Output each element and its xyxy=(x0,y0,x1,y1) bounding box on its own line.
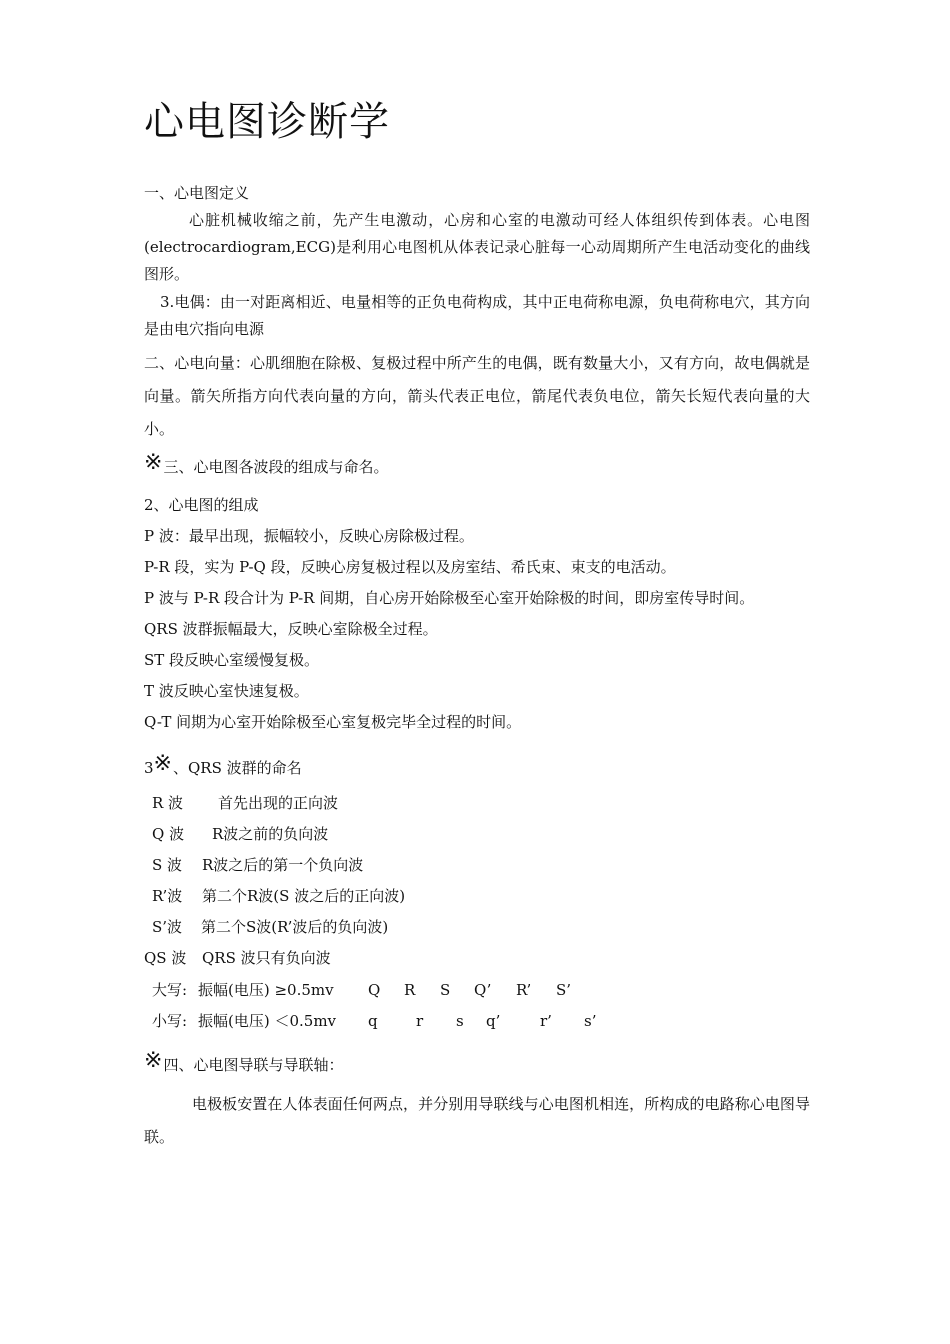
wave-name: S 波 xyxy=(152,856,183,874)
wave-desc: R波之后的第一个负向波 xyxy=(202,856,364,874)
section-4-heading-row xyxy=(144,1050,343,1076)
uppercase-row xyxy=(152,979,632,1001)
wave-row xyxy=(144,947,331,969)
wave-name: Q 波 xyxy=(152,825,185,843)
wave-name: S’波 xyxy=(152,918,183,936)
case-letter: Q’ xyxy=(474,981,492,999)
wave-name: R 波 xyxy=(152,794,184,812)
section-3-sub-3-row xyxy=(144,753,302,779)
wave-desc: 首先出现的正向波 xyxy=(218,794,339,812)
composition-line: T 波反映心室快速复极。 xyxy=(144,682,309,700)
composition-line: ST 段反映心室缓慢复极。 xyxy=(144,651,320,669)
composition-line: P 波：最早出现，振幅较小，反映心房除极过程。 xyxy=(144,527,474,545)
page-title: 心电图诊断学 xyxy=(144,99,390,145)
case-label: 大写: xyxy=(152,981,188,999)
composition-line: QRS 波群振幅最大，反映心室除极全过程。 xyxy=(144,620,438,638)
composition-line: P-R 段，实为 P-Q 段，反映心房复极过程以及房室结、希氏束、束支的电活动。 xyxy=(144,558,676,576)
wave-name: QS 波 xyxy=(144,949,187,967)
case-condition: 振幅(电压) ≥0.5mv xyxy=(198,981,334,999)
case-letter: Q xyxy=(368,981,381,999)
case-letter: s’ xyxy=(584,1012,597,1030)
composition-line: P 波与 P-R 段合计为 P-R 间期，自心房开始除极至心室开始除极的时间，即房室传导时间。 xyxy=(144,589,755,607)
reference-mark-icon: ※ xyxy=(144,1048,163,1073)
case-letter: r xyxy=(416,1012,424,1030)
case-letter: r’ xyxy=(540,1012,552,1030)
reference-mark-icon: ※ xyxy=(144,450,163,475)
case-condition: 振幅(电压) ＜0.5mv xyxy=(198,1012,337,1030)
section-1-heading: 一、心电图定义 xyxy=(144,184,250,202)
wave-desc: R波之前的负向波 xyxy=(212,825,329,843)
composition-line: Q-T 间期为心室开始除极至心室复极完毕全过程的时间。 xyxy=(144,713,522,731)
section-1-item-3: 3.电偶：由一对距离相近、电量相等的正负电荷构成，其中正电荷称电源，负电荷称电穴，其方向是由电穴指向电源 xyxy=(144,293,810,338)
case-letter: S xyxy=(440,981,451,999)
wave-desc: QRS 波只有负向波 xyxy=(202,949,331,967)
section-3-heading-row xyxy=(144,452,388,478)
wave-desc: 第二个R波(S 波之后的正向波) xyxy=(202,887,406,905)
case-letter: S’ xyxy=(556,981,572,999)
section-3-sub-2: 2、心电图的组成 xyxy=(144,496,259,514)
case-letter: q’ xyxy=(486,1012,501,1030)
lowercase-row xyxy=(152,1010,632,1032)
section-1-paragraph: 心脏机械收缩之前，先产生电激动，心房和心室的电激动可经人体组织传到体表。心电图(electrocardiogram,ECG)是利用心电图机从体表记录心脏每一心动周期所产生电活动变化的曲线图形。 xyxy=(144,211,810,283)
wave-row xyxy=(152,885,405,907)
wave-row xyxy=(152,916,388,938)
section-4-heading: 四、心电图导联与导联轴： xyxy=(163,1056,344,1074)
wave-row xyxy=(152,792,338,814)
wave-desc: 第二个S波(R’波后的负向波) xyxy=(201,918,389,936)
wave-name: R’波 xyxy=(152,887,183,905)
case-letter: q xyxy=(368,1012,378,1030)
section-3-heading: 三、心电图各波段的组成与命名。 xyxy=(163,458,389,476)
case-letter: R xyxy=(404,981,416,999)
case-letter: s xyxy=(456,1012,464,1030)
sub-3-heading: 、QRS 波群的命名 xyxy=(172,759,302,777)
case-label: 小写: xyxy=(152,1012,188,1030)
wave-row xyxy=(152,854,363,876)
reference-mark-icon: ※ xyxy=(153,751,172,776)
case-letter: R’ xyxy=(516,981,532,999)
section-2-paragraph: 二、心电向量：心肌细胞在除极、复极过程中所产生的电偶，既有数量大小，又有方向，故电偶就是向量。箭矢所指方向代表向量的方向，箭头代表正电位，箭尾代表负电位，箭矢长短代表向量的大小。 xyxy=(144,354,810,438)
wave-row xyxy=(152,823,328,845)
sub-3-number: 3 xyxy=(144,759,154,777)
section-4-paragraph: 电极板安置在人体表面任何两点，并分别用导联线与心电图机相连，所构成的电路称心电图导联。 xyxy=(144,1095,810,1146)
